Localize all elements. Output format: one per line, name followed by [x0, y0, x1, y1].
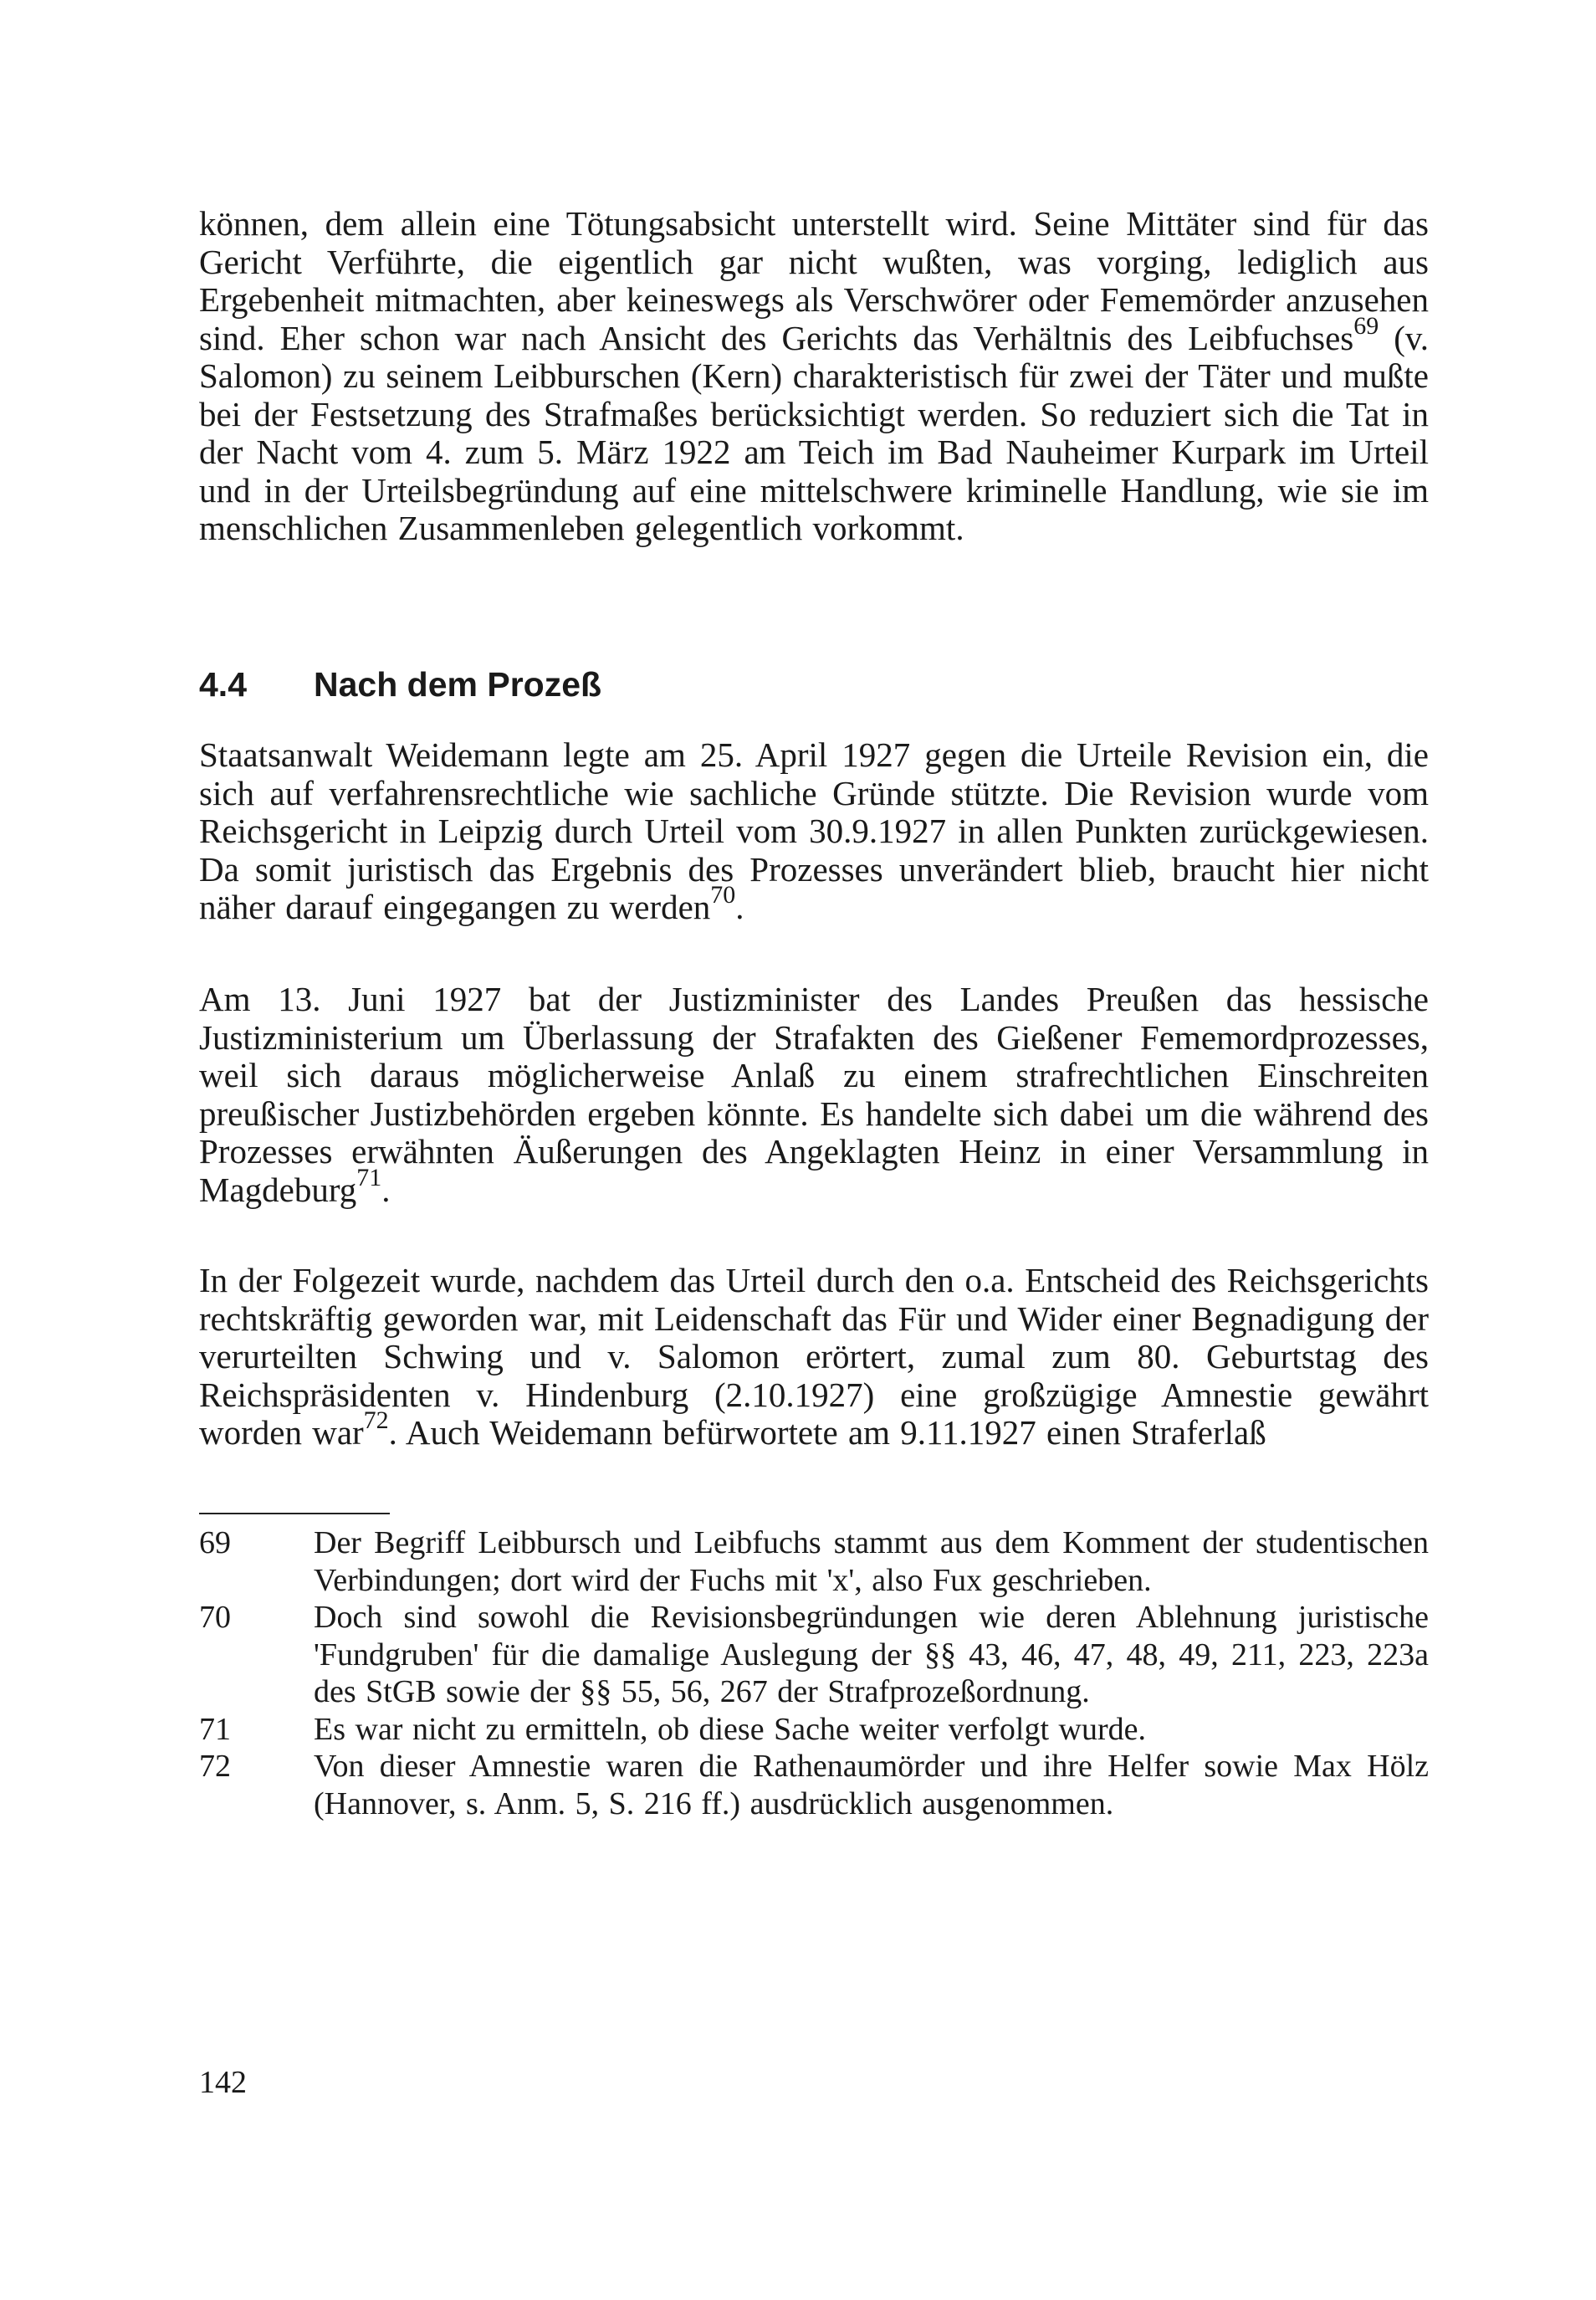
paragraph-3 [199, 981, 1429, 1209]
paragraph-4 [199, 1262, 1429, 1452]
section-heading [199, 665, 601, 704]
paragraph-text: Am 13. Juni 1927 bat der Justizminister des Landes Preußen das hessische Justizministerium um Überlassung der Strafakten des Gießener Fememordprozesses, weil sich daraus möglicherweise Anlaß zu einem strafrechtlichen Einschreiten preußischer Justizbehörden ergeben könnte. Es handelte sich dabei um die während des Prozesses erwähnten Äußerungen des Angeklagten Heinz in einer Versammlung in Magdeburg [199, 980, 1429, 1209]
paragraph-text: können, dem allein eine Tötungsabsicht unterstellt wird. Seine Mittäter sind für das Gericht Verführte, die eigentlich gar nicht wußten, was vorging, lediglich aus Ergebenheit mitmachten, aber keineswegs als Verschwörer oder Fememörder anzusehen sind. Eher schon war nach Ansicht des Gerichts das Verhältnis des Leibfuchses [199, 204, 1429, 357]
paragraph-1 [199, 205, 1429, 548]
footnote-number: 69 [199, 1525, 231, 1560]
footnote-text: Doch sind sowohl die Revisionsbegründungen wie deren Ablehnung juristische 'Fundgruben' für die damalige Auslegung der §§ 43, 46, 47, 48, 49, 211, 223, 223a des StGB sowie der §§ 55, 56, 267 der Strafprozeßordnung. [314, 1600, 1429, 1709]
footnotes [199, 1524, 1429, 1822]
footnote-text: Der Begriff Leibbursch und Leibfuchs stammt aus dem Komment der studentischen Verbindungen; dort wird der Fuchs mit 'x', also Fux geschrieben. [314, 1525, 1429, 1598]
section-number: 4.4 [199, 665, 247, 704]
paragraph-end: . [735, 888, 744, 926]
page-number: 142 [199, 2065, 247, 2100]
paragraph-end: . [381, 1170, 391, 1209]
footnote-ref-70[interactable]: 70 [710, 881, 736, 909]
footnote-number: 72 [199, 1749, 231, 1784]
paragraph-text-continued: . Auch Weidemann befürwortete am 9.11.1927 einen Straferlaß [388, 1413, 1266, 1452]
section-title: Nach dem Prozeß [314, 665, 602, 704]
paragraph-text: In der Folgezeit wurde, nachdem das Urteil durch den o.a. Entscheid des Reichsgerichts rechtskräftig geworden war, mit Leidenschaft das Für und Wider einer Begnadigung der verurteilten Schwing und v. Salomon erörtert, zumal zum 80. Geburtstag des Reichspräsidenten v. Hindenburg (2.10.1927) eine großzügige Amnestie gewährt worden war [199, 1261, 1429, 1452]
paragraph-text-continued: (v. Salomon) zu seinem Leibburschen (Kern) charakteristisch für zwei der Täter und mußte bei der Festsetzung des Strafmaßes berücksichtigt werden. So reduziert sich die Tat in der Nacht vom 4. zum 5. März 1922 am Teich im Bad Nauheimer Kurpark im Urteil und in der Urteilsbegründung auf eine mittelschwere kriminelle Handlung, wie sie im menschlichen Zusammenleben gelegentlich vorkommt. [199, 318, 1429, 547]
footnote-number: 70 [199, 1600, 231, 1635]
footnote-72 [199, 1748, 1429, 1822]
paragraph-2 [199, 736, 1429, 927]
footnote-text: Von dieser Amnestie waren die Rathenaumörder und ihre Helfer sowie Max Hölz (Hannover, s. Anm. 5, S. 216 ff.) ausdrücklich ausgenommen. [314, 1749, 1429, 1821]
footnote-70 [199, 1599, 1429, 1711]
footnote-ref-71[interactable]: 71 [356, 1163, 382, 1191]
paragraph-text: Staatsanwalt Weidemann legte am 25. April 1927 gegen die Urteile Revision ein, die sich auf verfahrensrechtliche wie sachliche Gründe stützte. Die Revision wurde vom Reichsgericht in Leipzig durch Urteil vom 30.9.1927 in allen Punkten zurückgewiesen. Da somit juristisch das Ergebnis des Prozesses unverändert blieb, braucht hier nicht näher darauf eingegangen zu werden [199, 735, 1429, 926]
footnote-separator [199, 1513, 390, 1514]
footnote-ref-72[interactable]: 72 [363, 1406, 389, 1435]
footnote-number: 71 [199, 1711, 231, 1747]
footnote-text: Es war nicht zu ermitteln, ob diese Sache weiter verfolgt wurde. [314, 1711, 1146, 1747]
footnote-69 [199, 1524, 1429, 1599]
footnote-ref-69[interactable]: 69 [1353, 311, 1379, 340]
footnote-71 [199, 1711, 1429, 1749]
